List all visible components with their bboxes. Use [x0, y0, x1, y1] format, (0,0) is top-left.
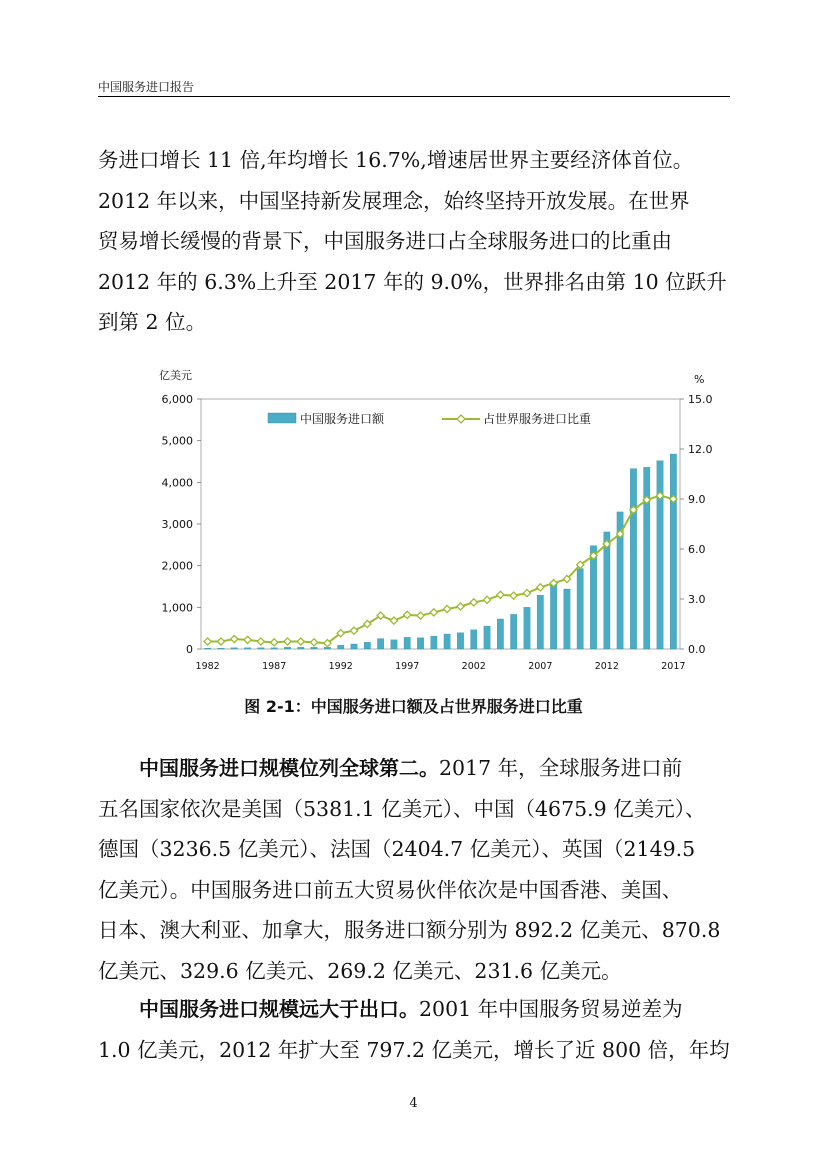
bar-import-1984 — [231, 648, 237, 649]
y-tick-label: 0 — [186, 643, 193, 656]
x-tick-label: 1982 — [195, 661, 220, 672]
paragraph-line: 到第 2 位。 — [98, 310, 207, 334]
y2-tick-label: 0.0 — [688, 643, 706, 656]
bar-import-1987 — [271, 648, 277, 649]
paragraph-2 — [98, 748, 730, 991]
share-point-1987 — [271, 639, 278, 646]
y2-tick-label: 15.0 — [688, 393, 713, 406]
bar-import-1998 — [417, 638, 423, 649]
paragraph-lead-rest: 2001 年中国服务贸易逆差为 — [419, 997, 683, 1021]
x-tick-label: 1987 — [262, 661, 287, 672]
bar-import-1990 — [311, 647, 317, 649]
y-axis-label: 亿美元 — [159, 369, 192, 382]
bar-import-1994 — [364, 642, 370, 649]
paragraph-1 — [98, 140, 730, 343]
y2-tick-label: 6.0 — [688, 543, 706, 556]
x-tick-label: 2012 — [594, 661, 619, 672]
paragraph-line: 亿美元、329.6 亿美元、269.2 亿美元、231.6 亿美元。 — [98, 958, 622, 983]
bar-import-2010 — [577, 569, 583, 649]
bar-import-2005 — [510, 614, 516, 649]
y-tick-label: 2,000 — [161, 559, 193, 573]
bar-import-1986 — [258, 648, 264, 649]
paragraph-line: 2012 年以来，中国坚持新发展理念，始终坚持开放发展。在世界 — [98, 188, 690, 213]
x-tick-label: 1992 — [328, 661, 353, 672]
bar-import-2014 — [630, 469, 636, 649]
figure-caption: 图 2-1：中国服务进口额及占世界服务进口比重 — [244, 697, 583, 716]
share-point-1996 — [390, 617, 397, 624]
paragraph-line: 日本、澳大利亚、加拿大，服务进口额分别为 892.2 亿美元、870.8 — [98, 918, 721, 942]
bar-import-1996 — [391, 640, 397, 649]
share-point-1993 — [350, 627, 357, 634]
bar-import-2006 — [524, 607, 530, 649]
bar-import-2017 — [670, 454, 676, 649]
share-point-2002 — [470, 599, 477, 606]
share-point-1999 — [430, 609, 437, 616]
bar-import-2011 — [590, 546, 596, 649]
y-tick-label: 1,000 — [161, 601, 193, 615]
y-tick-label: 6,000 — [161, 393, 193, 406]
share-point-1998 — [417, 612, 424, 619]
share-point-2004 — [497, 591, 504, 598]
bar-import-2004 — [497, 619, 503, 649]
x-tick-label: 2007 — [528, 661, 553, 672]
bar-import-2009 — [564, 589, 570, 649]
bar-import-1989 — [298, 647, 304, 649]
share-point-1982 — [204, 638, 211, 645]
page-number: 4 — [409, 1096, 418, 1111]
share-point-2006 — [523, 590, 530, 597]
paragraph-lead-rest: 2017 年，全球服务进口前 — [439, 756, 683, 780]
bar-import-1995 — [377, 639, 383, 649]
bar-import-2012 — [604, 532, 610, 649]
share-point-1984 — [231, 635, 238, 642]
legend-swatch-bar — [268, 413, 296, 423]
x-tick-label: 1997 — [395, 661, 420, 672]
bar-import-1982 — [204, 648, 210, 649]
bar-import-1983 — [218, 648, 224, 649]
bar-import-1997 — [404, 637, 410, 649]
page-header: 中国服务进口报告 — [98, 80, 195, 94]
y2-tick-label: 3.0 — [688, 593, 706, 606]
paragraph-line: 亿美元）。中国服务进口前五大贸易伙伴依次是中国香港、美国、 — [98, 877, 683, 902]
bar-import-2008 — [550, 583, 556, 649]
paragraph-first-line — [98, 748, 730, 789]
share-point-2007 — [537, 584, 544, 591]
share-point-1985 — [244, 636, 251, 643]
bar-import-2000 — [444, 634, 450, 649]
bar-import-1999 — [431, 636, 437, 649]
paragraph-line: 务进口增长 11 倍,年均增长 16.7%,增速居世界主要经济体首位。 — [98, 148, 694, 172]
share-point-1986 — [257, 638, 264, 645]
bar-import-2015 — [644, 467, 650, 649]
share-point-2003 — [483, 596, 490, 603]
bar-import-2001 — [457, 633, 463, 649]
y-tick-label: 3,000 — [161, 518, 193, 531]
paragraph-first-line — [98, 989, 730, 1030]
bar-import-1992 — [338, 645, 344, 649]
y-tick-label: 5,000 — [161, 434, 193, 448]
legend-label-bar: 中国服务进口额 — [300, 412, 385, 426]
share-point-1989 — [297, 638, 304, 645]
bar-import-1985 — [244, 648, 250, 649]
x-tick-label: 2002 — [461, 661, 486, 672]
paragraph-line: 五名国家依次是美国（5381.1 亿美元）、中国（4675.9 亿美元）、 — [98, 796, 706, 821]
y2-tick-label: 9.0 — [688, 493, 706, 506]
bar-import-2016 — [657, 461, 663, 649]
y2-axis-label: % — [694, 373, 705, 386]
paragraph-line: 德国（3236.5 亿美元）、法国（2404.7 亿美元）、英国（2149.5 — [98, 837, 696, 861]
share-point-1983 — [217, 638, 224, 645]
share-point-2000 — [444, 605, 451, 612]
bar-import-2007 — [537, 595, 543, 649]
share-point-1997 — [404, 611, 411, 618]
bar-import-1993 — [351, 644, 357, 649]
legend-label-line: 占世界服务进口比重 — [483, 412, 592, 426]
x-tick-label: 2017 — [661, 661, 686, 672]
paragraph-line: 1.0 亿美元，2012 年扩大至 797.2 亿美元，增长了近 800 倍，年均 — [98, 1037, 730, 1062]
share-point-1988 — [284, 638, 291, 645]
paragraph-lead: 中国服务进口规模远大于出口。 — [139, 997, 419, 1021]
y-tick-label: 4,000 — [161, 476, 193, 490]
header-rule — [98, 96, 730, 97]
import-chart — [150, 362, 713, 682]
share-point-2005 — [510, 592, 517, 599]
share-point-1990 — [310, 639, 317, 646]
y2-tick-label: 12.0 — [688, 443, 713, 456]
paragraph-lead: 中国服务进口规模位列全球第二。 — [139, 756, 439, 780]
share-point-2001 — [457, 603, 464, 610]
paragraph-line: 2012 年的 6.3%上升至 2017 年的 9.0%，世界排名由第 10 位跃升 — [98, 269, 727, 294]
bar-import-2002 — [471, 630, 477, 649]
paragraph-3 — [98, 989, 730, 1070]
legend-swatch-marker — [457, 415, 465, 423]
bar-import-1988 — [284, 647, 290, 649]
paragraph-line: 贸易增长缓慢的背景下，中国服务进口占全球服务进口的比重由 — [98, 229, 672, 253]
bar-import-2003 — [484, 626, 490, 649]
